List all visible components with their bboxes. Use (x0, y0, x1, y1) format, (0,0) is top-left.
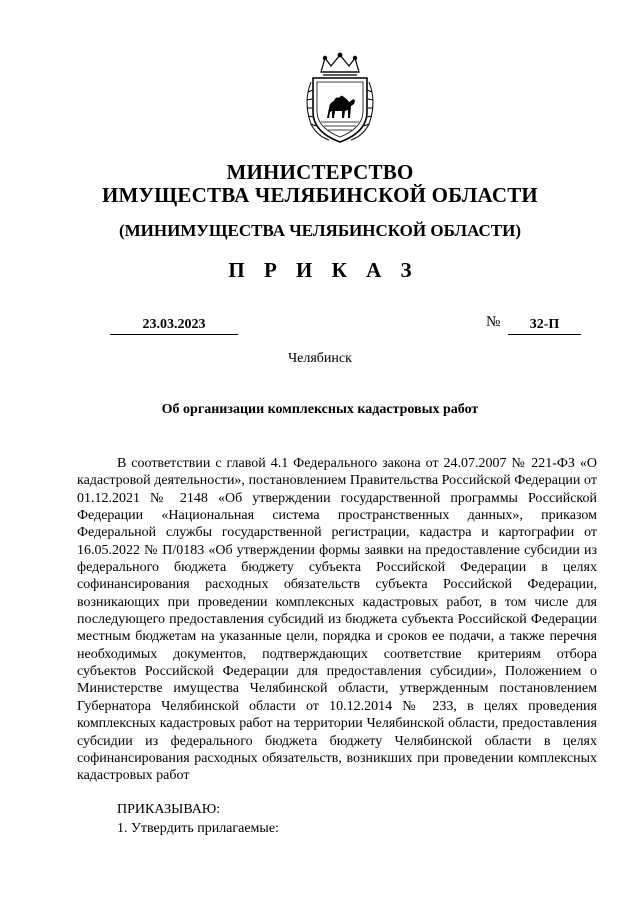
order-item-1: 1. Утвердить прилагаемые: (117, 821, 279, 836)
ministry-short-name: (МИНИМУЩЕСТВА ЧЕЛЯБИНСКОЙ ОБЛАСТИ) (118, 221, 522, 240)
ministry-name-line-1: МИНИСТЕРСТВО (226, 160, 414, 184)
order-date: 23.03.2023 (110, 317, 238, 335)
document-type-title: П Р И К А З (228, 258, 419, 282)
order-number-label: № (486, 314, 501, 330)
city-name: Челябинск (288, 351, 352, 366)
order-preamble: В соответствии с главой 4.1 Федерального закона от 24.07.2007 № 221-ФЗ «О кадастровой деятельности», постановлением Правительства Российской Федерации от 01.12.2021 № 2148 «Об утверждении государственной программы Российской Федерации «Национальная система пространственных данных», приказом Федеральной службы государственной регистрации, кадастра и картографии от 16.05.2022 № П/0183 «Об утверждении формы заявки на предоставление субсидии из федерального бюджета бюджету субъекта Российской Федерации в целях софинансирования расходных обязательств субъекта Российской Федерации, возникающих при проведении комплексных кадастровых работ, в том числе для последующего предоставления субсидий из бюджета субъекта Российской Федерации местным бюджетам на указанные цели, порядка и сроков ее подачи, а также перечня необходимых документов, подтверждающих соответствие критериям отбора субъектов Российской Федерации для предоставления субсидии», Положением о Министерстве имущества Челябинской области, утвержденным постановлением Губернатора Челябинской области от 10.12.2014 № 233, в целях проведения комплексных кадастровых работ на территории Челябинской области, предоставления субсидии из федерального бюджета бюджету Челябинской области в целях софинансирования расходных обязательств, возникших при проведении комплексных кадастровых работ (77, 456, 597, 784)
coat-of-arms-icon (299, 52, 381, 146)
order-number: 32-П (508, 317, 581, 335)
order-subject: Об организации комплексных кадастровых работ (161, 402, 479, 417)
ministry-name-line-2: ИМУЩЕСТВА ЧЕЛЯБИНСКОЙ ОБЛАСТИ (102, 183, 538, 207)
decree-word: ПРИКАЗЫВАЮ: (117, 802, 221, 817)
